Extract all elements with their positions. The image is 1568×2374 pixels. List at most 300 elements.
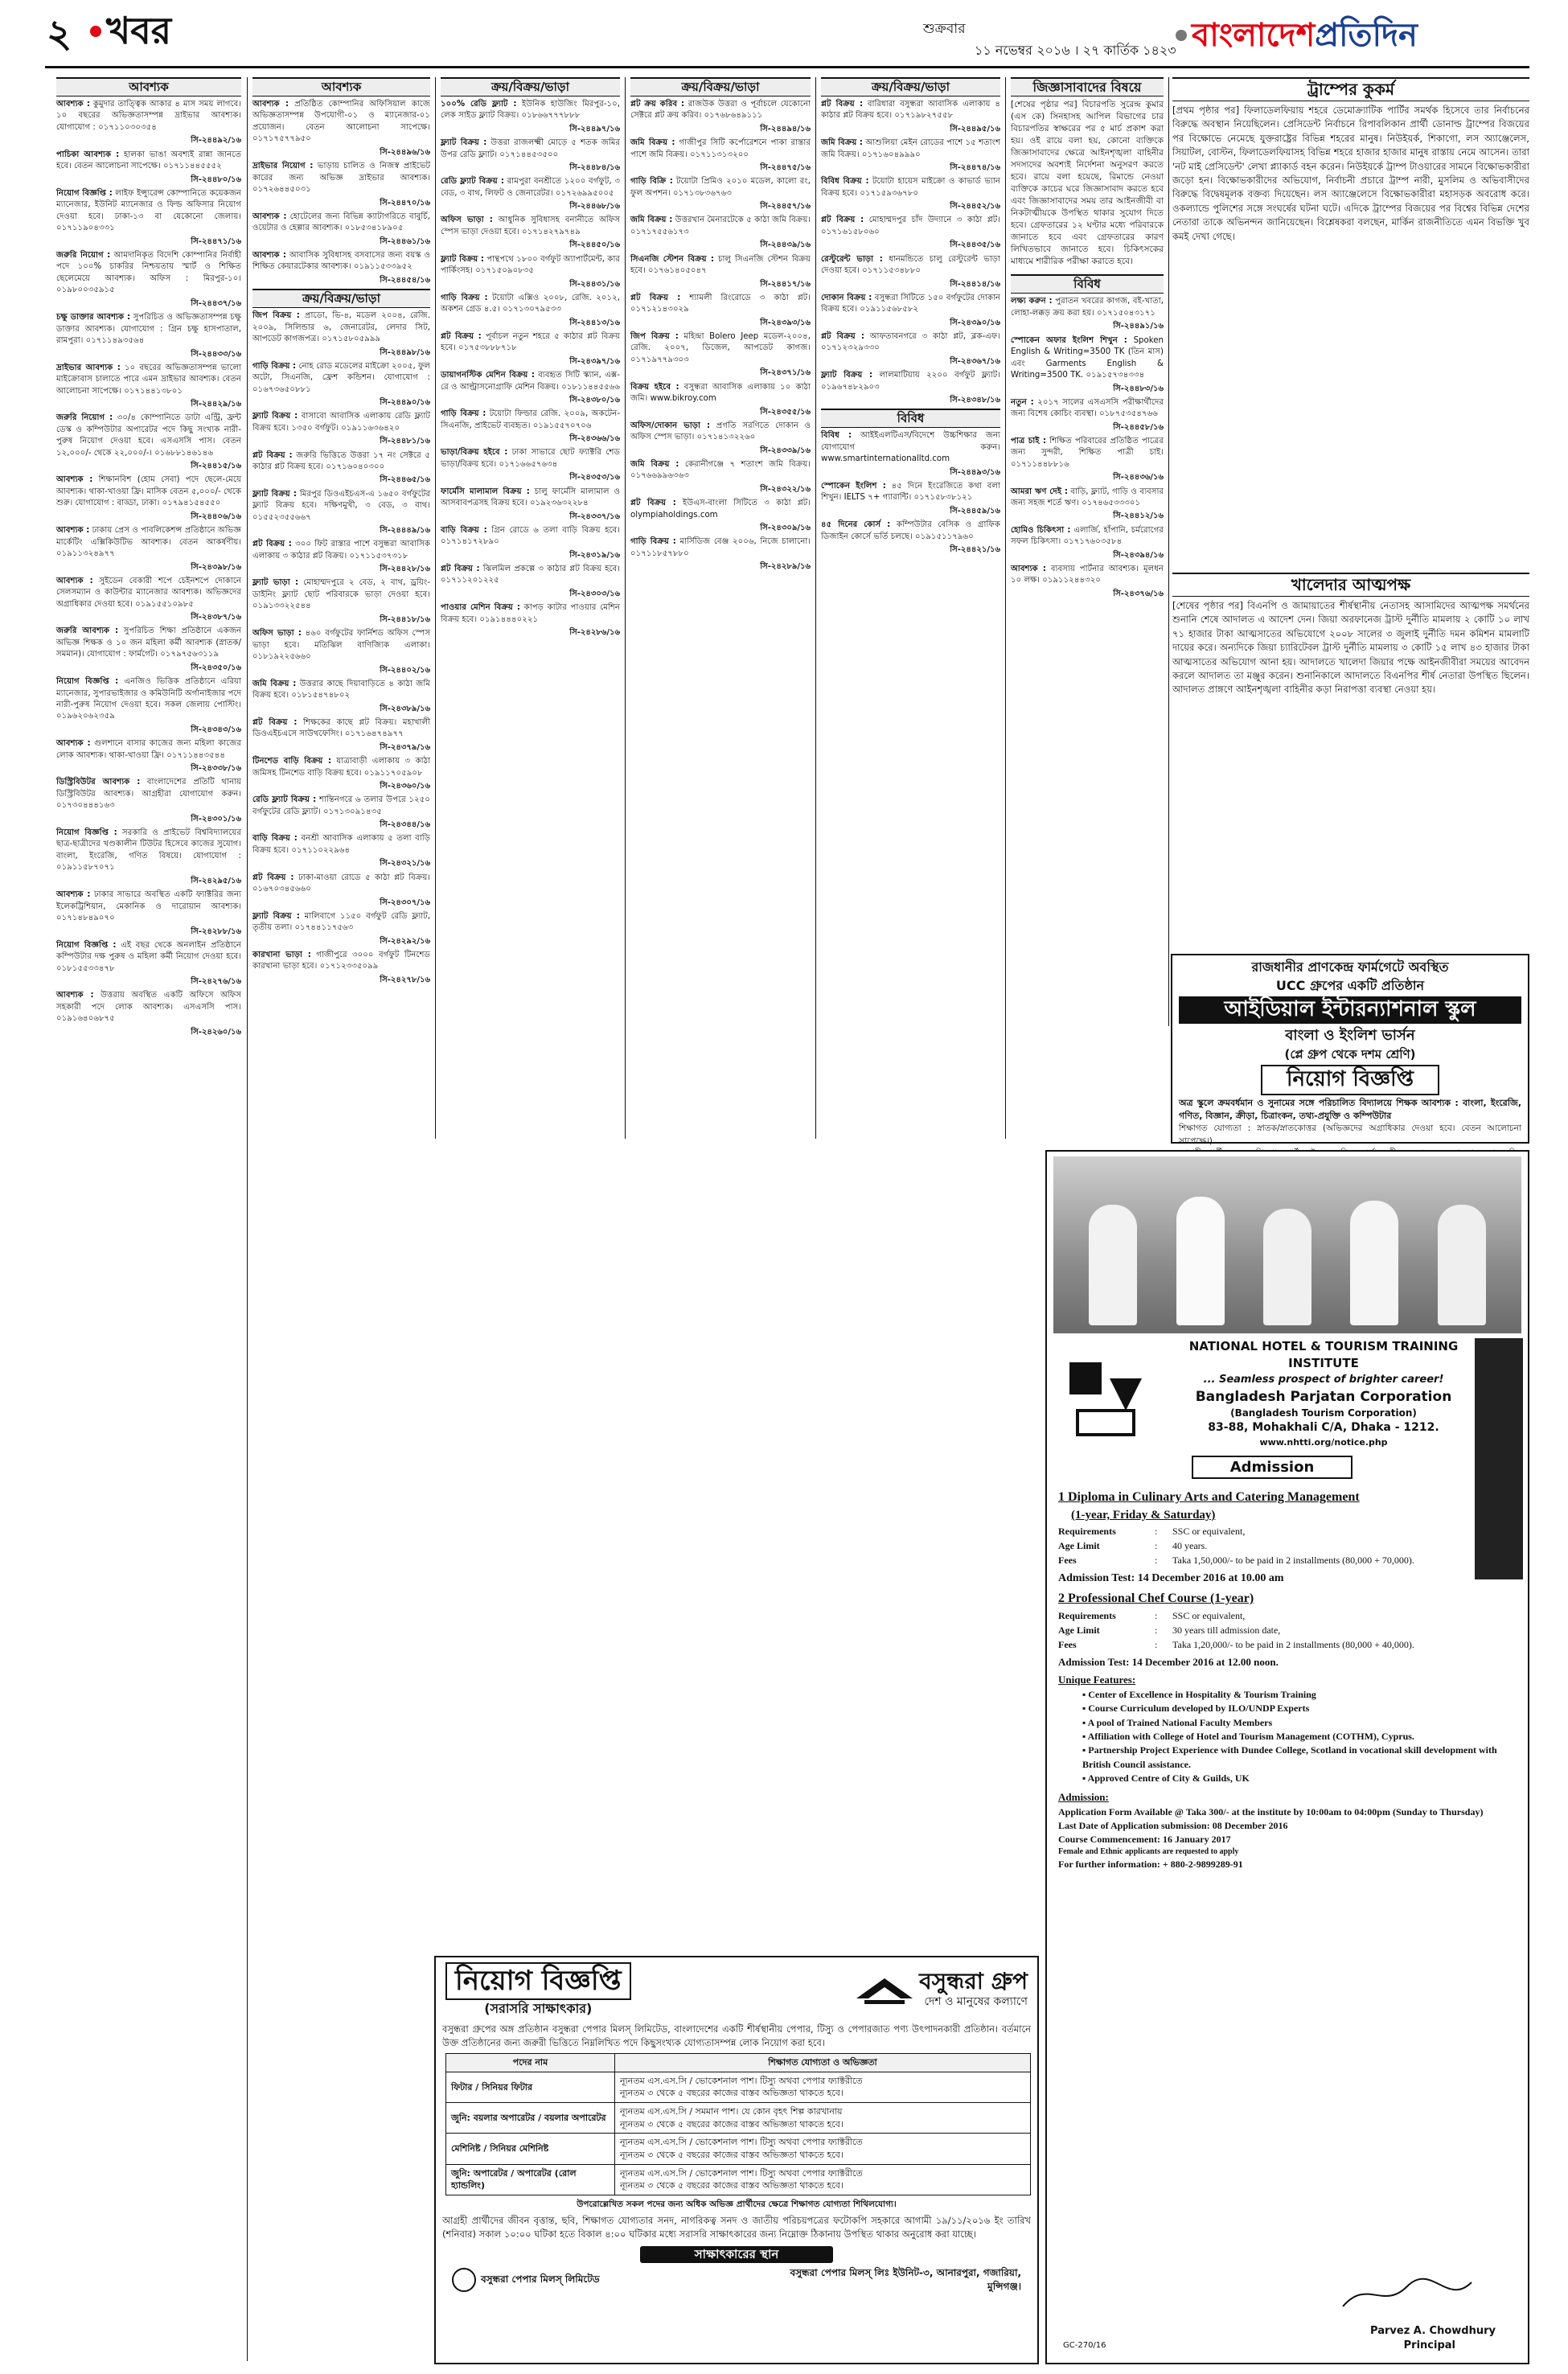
- features-list: [1082, 1688, 1517, 1786]
- classified-ad: [252, 250, 433, 273]
- ad-reference: সি-২৪৪৭১/১৬: [191, 236, 241, 246]
- classified-ad: [252, 361, 433, 396]
- ad-lead: সিএনজি স্টেশন বিক্রয় :: [630, 254, 714, 264]
- ad-text: ঢাকা সাভারে ছোট ফ্যাক্টরি শেড ভাড়া/বিক্রয় হবে। ০১৭১৬৬৫৭৬৩৪: [441, 448, 623, 469]
- chef-figure-icon: [1350, 1201, 1398, 1325]
- ad-reference: সি-২৪৩৭৯/১৬: [380, 742, 430, 752]
- ad-text: শিক্ষিত পরিবারের প্রতিষ্ঠিত পাত্রের জন্য সুন্দরী, শিক্ষিত পাত্রী চাই। ০১৭১১৪৪৮৮১৬: [1011, 436, 1167, 469]
- classified-ad: [56, 525, 244, 560]
- ad-reference: সি-২৪৪০৬/১৬: [191, 511, 241, 521]
- feature-item: ▪ A pool of Trained National Faculty Members: [1082, 1716, 1273, 1728]
- date-label: ১১ নভেম্বর ২০১৬ । ২৭ কার্তিক ১৪২৩: [975, 43, 1176, 58]
- ad-lead: আবশ্যক :: [56, 526, 90, 536]
- classified-ad: [252, 411, 433, 434]
- ad-lead: ডায়াগনস্টিক মেশিন বিক্রয় :: [441, 371, 535, 380]
- ad-lead: প্লট বিক্রয় :: [821, 216, 864, 225]
- ad-reference: সি-২৪৪৯২/১৬: [191, 136, 241, 146]
- ad-reference: সি-২৪৪৭০/১৬: [380, 198, 430, 207]
- bullet-icon: ▪: [1082, 1744, 1089, 1756]
- ad-reference: সি-২৪২৭৬/১৬: [191, 977, 241, 987]
- classified-ad: [630, 421, 814, 444]
- ad-reference: সি-২৪৩৩৭/১৬: [569, 511, 620, 521]
- recruit-body: আগ্রহী প্রার্থীদের জীবন বৃত্তান্ত, ছবি, শিক্ষাগত যোগ্যতার সনদ, নাগরিকত্ব সনদ ও জাতীয় পরিচয়পত্রের ফটোকপি সহকারে আগামী ১৯/১১/২০১৬ ইং তারিখ (শনিবার) সকাল ১০:০০ ঘটিকা হতে বিকাল ৪:০০ ঘটিকার মধ্যে সরাসরি সাক্ষাৎকারের জন্য নিম্নোক্ত ঠিকানায় উপস্থিত থাকার অনুরোধ করা যাচ্ছে।: [442, 2214, 1034, 2240]
- classified-ad: [821, 520, 1004, 543]
- ad-lead: গাড়ি বিক্রয় :: [630, 537, 676, 547]
- ad-text: ধানমন্ডিতে চালু রেস্টুরেন্ট ভাড়া দেওয়া হবে। ০১৭১১৫৩৪৮৮০: [821, 254, 1004, 276]
- ad-text: মোহাম্মদপুরে ২ বেড, ২ বাথ, ড্রয়িং-ডাইনিং ফ্ল্যাট ছোট পরিবারকে ভাড়া দেওয়া হবে। ০১৯১৩৩২২৫৪৪: [252, 578, 433, 611]
- ad-lead: গাড়ি বিক্রি :: [630, 177, 673, 187]
- ad-reference: সি-২৪৪৯১/১৬: [1113, 322, 1164, 331]
- classified-ad: [441, 447, 623, 470]
- ad-reference: সি-২৪৩৩৮/১৬: [191, 764, 241, 774]
- qualification-line: ন্যূনতম এস.এস.সি / সমমান পাশ। যে কোন বৃহৎ শিল্প কারখানায়: [620, 2106, 843, 2117]
- ad-lead: ফ্ল্যাট বিক্রয় :: [441, 138, 487, 148]
- ad-text: ৪৫ দিনে ইংরেজিতে কথা বলা শিখুন। IELTS ৭+ গ্যারান্টি। ০১৭১৫৮৩৮১২১: [821, 481, 1004, 503]
- ad-reference: সি-২৪৪৯৩/১৬: [950, 467, 1000, 477]
- nhtti-logo-icon: [1053, 1338, 1166, 1467]
- ad-text: পূর্বাচল নতুন শহরে ৫ কাঠার প্লট বিক্রয় হবে। ০১৭৫৩৮৮৮৭১৮: [441, 331, 623, 353]
- ad-reference: সি-২৪২৯৫/১৬: [191, 876, 241, 885]
- ad-lead: প্লট বিক্রয় :: [630, 499, 676, 508]
- bullet-icon: ▪: [1082, 1716, 1088, 1728]
- ad-lead: ফ্ল্যাট ভাড়া :: [252, 578, 299, 588]
- ad-lead: ৪৫ দিনের কোর্স :: [821, 520, 891, 530]
- kitchen-photo: [1053, 1156, 1521, 1333]
- ad-text: বাসাবো আবাসিক এলাকায় রেডি ফ্ল্যাট বিক্রয় হবে। ১৩৫০ বর্গফুট। ০১৯১১৬৩৬৪২০: [252, 412, 433, 433]
- ad-lead: গাড়ি বিক্রয় :: [252, 361, 297, 371]
- ad-reference: সি-২৪৪৬৫/১৬: [380, 475, 430, 485]
- ad-reference: সি-২৪৩৪৪/১৬: [380, 820, 430, 830]
- recruit-intro: বসুন্ধরা গ্রুপের অঙ্গ প্রতিষ্ঠান বসুন্ধরা পেপার মিলস্ লিমিটেড, বাংলাদেশের একটি শীর্ষস্থানীয় পেপার, টিস্যু ও পেপারজাত পণ্য উৎপাদনকারী প্রতিষ্ঠান। বর্তমানে উক্ত প্রতিষ্ঠানের জন্য জরুরী ভিত্তিতে নিম্নলিখিত পদে কিছুসংখ্যক যোগ্যতাসম্পন্ন লোক নিয়োগ করা হবে।: [442, 2023, 1034, 2049]
- ad-lead: ফ্ল্যাট বিক্রয় :: [252, 412, 298, 421]
- classified-ad: [821, 331, 1004, 355]
- ad-reference: সি-২৪৪৮১/১৬: [380, 437, 430, 446]
- ad-lead: দ্রাইভার আবশ্যক :: [56, 363, 121, 372]
- ad-reference: সি-২৪৪৯০/১৬: [380, 398, 430, 408]
- classified-column-2: [249, 77, 433, 1139]
- paper-mill-logo-icon: [452, 2268, 476, 2292]
- ad-reference: সি-২৪৩৯৩/১৬: [760, 318, 811, 327]
- ad-reference: সি-২৪৩৭৬/১৬: [1113, 589, 1164, 598]
- ad-reference: সি-২৪৩০৯/১৬: [760, 524, 811, 533]
- classified-ad: [252, 628, 433, 663]
- ad-text: গাজীপুরে ৩০০০ বর্গফুট টিনশেড কারখানা ভাড়া হবে। ০১৭১২৩৩৫০৯৯: [252, 950, 433, 971]
- classified-ad: [56, 99, 244, 133]
- ad-lead: আমরা ঋণ দেই :: [1011, 487, 1068, 496]
- ad-text: গাজীপুর সিটি কর্পোরেশনে পাকা রাস্তার পাশে জমি বিক্রয়। ০১৭১১৩১৩২০০: [630, 138, 814, 159]
- column-divider: [1005, 77, 1006, 1139]
- ad-reference: সি-২৪৪৯৮/১৬: [380, 347, 430, 357]
- institute-name: NATIONAL HOTEL & TOURISM TRAINING INSTITUTE: [1188, 1339, 1459, 1371]
- chef-figure-icon: [1263, 1209, 1311, 1325]
- ad-lead: জিপ বিক্রয় :: [630, 331, 679, 341]
- classified-ad: [252, 489, 433, 524]
- ad-lead: ফার্মেসি মালামাল বিক্রয় :: [441, 487, 530, 496]
- ad-reference: সি-২৪৪৬১/১৬: [380, 236, 430, 246]
- classified-ad: [1011, 564, 1167, 587]
- ad-reference: সি-২৪৩৪৩/১৬: [191, 725, 241, 734]
- ad-text: ১০ বছরের অভিজ্ঞতাসম্পন্ন ভালো মাইক্রোবাস চালাতে পারে এমন দ্রাইভার আবশ্যক। বেতন আলোচনা সাপেক্ষে। ০১৭১৪৪১৩৮০১: [56, 363, 244, 396]
- ad-reference: সি-২৪৩৭১/১৬: [760, 368, 811, 378]
- ad-text: যাত্রাবাড়ী এলাকায় ৩ কাঠা জমিসহ টিনশেড বাড়ি বিক্রয় হবে। ০১৯১১৭০৫৯০৮: [252, 757, 433, 778]
- ad-lead: বাড়ি বিক্রয় :: [252, 834, 298, 844]
- classified-ad: [441, 331, 623, 355]
- program-2-requirements: Requirements : SSC or equivalent,: [1058, 1609, 1246, 1621]
- ad-reference: সি-২৪৩৫৫/১৬: [760, 407, 811, 417]
- ad-lead: প্লট ক্রয় করিব :: [630, 100, 685, 109]
- classified-ad: [56, 828, 244, 874]
- corporation-sub: (Bangladesh Tourism Corporation): [1230, 1407, 1417, 1419]
- ad-text: বসুন্ধরা সিটিতে ১৫০ বর্গফুটের দোকান বিক্রয় হবে। ০১৯১১৫৬৮৫৮২: [821, 293, 1004, 314]
- classified-ad: [441, 370, 620, 393]
- ad-reference: সি-২৪৩৯৭/১৬: [569, 356, 620, 366]
- ad-reference: সি-২৪৩৫৩/১৬: [569, 473, 620, 483]
- ad-lead: জিপ বিক্রয় :: [252, 311, 300, 321]
- ad-lead: অফিস ভাড়া :: [252, 629, 302, 639]
- admission-form: Application Form Available @ Taka 300/- at the institute by 10:00am to 04:00pm (Sunday to Thursday): [1058, 1805, 1484, 1817]
- post-cell: ফিটার / সিনিয়র ফিটার: [446, 2072, 615, 2102]
- ad-lead: বিবিধ বিক্রয় :: [821, 177, 869, 187]
- ad-lead: আবশ্যক :: [56, 100, 90, 109]
- classified-ad: [56, 889, 244, 924]
- admission-heading: Admission: [1192, 1456, 1353, 1480]
- qualification-cell: [615, 2164, 1031, 2195]
- group-name: বসুন্ধরা গ্রুপ: [919, 1968, 1028, 1995]
- news-story-trump: [1172, 77, 1533, 568]
- ad-text: চালু সিএনজি স্টেশন বিক্রয় হবে। ০১৭৬১৪০৫০৪৭: [630, 254, 814, 276]
- classified-ad: [441, 254, 623, 277]
- ad-reference: সি-২৪৪২৯/১৬: [191, 400, 241, 409]
- feature-item: ▪ Affiliation with College of Hotel and Tourism Management (COTHM), Cyprus.: [1082, 1730, 1414, 1742]
- ad-reference: সি-২৪৪৩৫/১৬: [950, 240, 1000, 250]
- bullet-icon: ▪: [1082, 1688, 1089, 1700]
- classified-ad: [56, 738, 244, 762]
- ad-text: ঝিলমিল প্রকল্পে ৩ কাঠার প্লট বিক্রয় হবে। ০১৭১১২০১২২৫: [441, 564, 623, 585]
- classified-ad: [252, 161, 433, 195]
- ad-lead: রেডি ফ্ল্যাট বিক্রয় :: [252, 795, 317, 805]
- ad-lead: বিবিধ :: [821, 431, 852, 441]
- column-divider: [435, 77, 436, 1139]
- institute-address: 83-88, Mohakhali C/A, Dhaka - 1212.: [1208, 1421, 1439, 1435]
- classified-ad: [1011, 296, 1167, 319]
- ad-text: উত্তরা রাজলক্ষ্মী মোড়ে ৫ শতক জমির উপর রেডি ফ্ল্যাট। ০১৭১৪৪৫৩৫০০: [441, 138, 623, 159]
- program-1-age: Age Limit : 40 years.: [1058, 1540, 1208, 1552]
- school-body: অত্র স্কুলে ক্রমবর্ধমান ও সুনামের সঙ্গে পরিচালিত বিদ্যালয়ে শিক্ষক আবশ্যক : বাংলা, ইংরেজি, গণিত, বিজ্ঞান, ক্রীড়া, চিত্রাংকন, তথ্য-প্রযুক্তি ও কম্পিউটার: [1179, 1097, 1525, 1122]
- ad-reference: সি-২৪২৮৮/১৬: [191, 926, 241, 936]
- ad-lead: ডিস্ট্রিবিউটর আবশ্যক :: [56, 778, 141, 787]
- post-cell: জুনি: অপারেটর / অপারেটর (রোল হ্যান্ডলিং): [446, 2164, 615, 2195]
- ad-text: ব্যবহৃত সিটি স্ক্যান, এক্স-রে ও আল্ট্রাসনোগ্রাফি মেশিন বিক্রয়। ০১৮১১৪৪৫৫৬৬: [441, 371, 621, 392]
- ad-reference: সি-২৪৪৯৫/১৬: [950, 124, 1000, 133]
- ad-text: রামপুরা বনশ্রীতে ১২০০ বর্গফুট, ৩ বেড, ৩ বাথ, লিফট ও জেনারেটর। ০১৭২৬৯৯৫০০৫: [441, 177, 623, 198]
- classified-ad: [441, 525, 623, 548]
- ad-text: কুমুদার তাত্ত্বিক আকার ৪ মাস সময় লাগবে। ১০ বছরের অভিজ্ঞতাসম্পন্ন দ্রাইভার আবশ্যক। যোগাযোগ : ০১৭১১০৩০৩৫৪: [56, 100, 244, 132]
- ad-lead: রেস্টুরেন্ট ভাড়া :: [821, 254, 883, 264]
- institute-web: www.nhtti.org/notice.php: [1259, 1437, 1388, 1448]
- bashundhara-logo-icon: [856, 1974, 913, 2006]
- program-1-title: 1 Diploma in Culinary Arts and Catering Management: [1058, 1490, 1360, 1505]
- ad-lead: প্লট বিক্রয় :: [252, 873, 294, 882]
- ad-lead: বিক্রয় হইবে :: [630, 382, 679, 392]
- classified-ad: [630, 331, 814, 366]
- ad-lead: ভাড়া/বিক্রয় হইবে :: [441, 448, 508, 458]
- ad-lead: পাওয়ার মেশিন বিক্রয় :: [441, 603, 520, 613]
- ad-text: বাংলাদেশের প্রতিটি থানায় ডিস্ট্রিবিউটর আবশ্যক। আগ্রহীরা যোগাযোগ করুন। ০১৭৩০৪৪৪১৬৩: [56, 778, 244, 811]
- bullet-icon: ▪: [1082, 1702, 1089, 1715]
- ad-reference: সি-২৪৪৩৬/১৬: [1113, 473, 1164, 483]
- ad-text: বসুন্ধরা আবাসিক এলাকায় ১০ কাঠা জমি। www.bikroy.com: [630, 382, 814, 404]
- ad-text: ঢাকা-মাওয়া রোডে ৫ কাঠা প্লট বিক্রয়। ০১৬৭০৩৪৫৬৬০: [252, 873, 433, 894]
- ad-text: উত্তরায় অবস্থিত একটি অফিসে অফিস সহকারী পদে লোক আবশ্যক। এসএসসি পাস। ০১৯১৬৪০৬৮৭৫: [56, 991, 244, 1024]
- group-tagline: দেশ ও মানুষের কল্যাণে: [924, 1995, 1028, 2009]
- classified-ad: [1011, 436, 1167, 470]
- school-grade: (প্লে গ্রুপ থেকে দশম শ্রেণি): [1284, 1046, 1416, 1062]
- school-location: রাজধানীর প্রাণকেন্দ্র ফার্মগেটে অবস্থিত: [1251, 959, 1449, 975]
- classified-column-3: [437, 77, 623, 1139]
- ad-text: শান্তিনগরে ৬ তলার উপরে ১২৫০ বর্গফুটের রেডি ফ্ল্যাট। ০১৭১৩০৯১৪৩৫: [252, 795, 433, 816]
- classified-ad: [441, 99, 623, 122]
- column-header: ক্রয়/বিক্রয়/ভাড়া: [821, 77, 1000, 97]
- ad-lead: টিনশেড বাড়ি বিক্রয় :: [252, 757, 332, 766]
- ad-text: ৩০/৪ কোম্পানিতে ডাটা এন্ট্রি, ফ্রন্ট ডেস্ক ও কম্পিউটার অপারেটর পদে কিছু সংখ্যক নারী-পুরুষ নিয়োগ দেওয়া হবে। এসএসসি পাস। বেতন ১২,০০০/- থেকে ২২,০০০/-। ০১৬৮৮১৪৬১৪৬: [56, 413, 244, 458]
- ad-text: শিক্ষকের কাছে প্লট বিক্রয়। মহাখালী ডিওএইচএসে সাউথফেসিং। ০১৭১৬৪৭৪৯৭৭: [252, 717, 433, 739]
- ad-text: বনশ্রী আবাসিক এলাকায় ৫ তলা বাড়ি বিক্রয় হবে। ০১৭১১০২২৯৬৪: [252, 834, 433, 855]
- classified-ad: [630, 254, 814, 277]
- feature-item: ▪ Approved Centre of City & Guilds, UK: [1082, 1772, 1250, 1785]
- news-body: [শেষের পৃষ্ঠার পর] বিএনপি ও জামায়াতের শীর্ষস্থানীয় নেতাসহ আসামিদের আত্মপক্ষ সমর্থনের শুনানি শেষে আদালত এ আদেশ দেন। জিয়া অরফানেজ ট্রাস্ট দুর্নীতি মামলায় ২ কোটি ১০ লাখ ৭১ হাজার টাকা আত্মসাতের অভিযোগে ২০০৮ সালের ৩ জুলাই দুর্নীতি দমন কমিশন মামলাটি দায়ের করে। অন্যদিকে জিয়া চ্যারিটেবল ট্রাস্ট দুর্নীতি মামলায় ৩ কোটি ১৫ লাখ ৪৩ হাজার টাকা আত্মসাতের অভিযোগ আনা হয়। আদালতে খালেদা জিয়ার পক্ষে আইনজীবীরা সময়ের আবেদন করলে আদালত তা মঞ্জুর করেন। শুনানিকালে আদালতে বিএনপির শীর্ষ নেতারা উপস্থিত ছিলেন। আদালত প্রাঙ্গণে আইনশৃঙ্খলা বাহিনীর কড়া নিরাপত্তা ব্যবস্থা নেওয়া হয়।: [1172, 600, 1533, 696]
- classified-ad: [252, 679, 433, 702]
- ad-text: উত্তরার কাছে দিয়াবাড়িতে ৪ কাঠা জমি বিক্রয় হবে। ০১৮১৫৪৭৪৮০২: [252, 679, 433, 700]
- classified-ad: [441, 215, 623, 238]
- ad-lead: ফ্ল্যাট বিক্রয় :: [252, 911, 300, 921]
- ad-reference: সি-২৪২৮৯/১৬: [760, 562, 811, 572]
- classified-ad: [630, 382, 814, 405]
- classified-ad: [1011, 525, 1167, 548]
- ad-reference: সি-২৪৪১৩/১৬: [569, 318, 620, 327]
- news-body: [প্রথম পৃষ্ঠার পর] ফিলাডেলফিয়ায় শহরে ডেমোক্র্যাটিক পার্টির সমর্থক হিসেবে তার নির্বাচনের বিরুদ্ধে অবস্থান নিয়েছিলেন। প্রেসিডেন্ট নির্বাচনে রিপাবলিকান প্রার্থী ডোনাল্ড ট্রাম্পের বিজয়ের পর বিক্ষোভে নেমেছে যুক্তরাষ্ট্রের বিভিন্ন শহরের মানুষ। নিউইয়র্ক, শিকাগো, লস অ্যাঞ্জেলেস, সিয়াটল, বোস্টন, ফিলাডেলফিয়াসহ বিভিন্ন শহরে হাজার হাজার মানুষ রাস্তায় নেমে আসেন। তারা 'নট মাই প্রেসিডেন্ট' লেখা প্ল্যাকার্ড বহন করেন। নিউইয়র্কে ট্রাম্প টাওয়ারের সামনে বিক্ষোভকারীরা জড়ো হন। বিক্ষোভকারীদের অভিযোগ, নির্বাচনী প্রচারে ট্রাম্প নারী, মুসলিম ও অভিবাসীদের বিরুদ্ধে বিদ্বেষমূলক বক্তব্য দিয়েছেন। লস অ্যাঞ্জেলেসে বিক্ষোভকারীরা মহাসড়ক অবরোধ করে। ওকল্যান্ডে পুলিশের সঙ্গে সংঘর্ষের ঘটনা ঘটে। এদিকে ট্রাম্পের বিজয়ের পর বিশ্বের বিভিন্ন দেশের নেতারা তাকে অভিনন্দন জানিয়েছেন। বিশ্লেষকরা বলছেন, মার্কিন রাজনীতিতে এমন বিভক্তি খুব কমই দেখা গেছে।: [1172, 105, 1533, 242]
- ad-text: প্রগতি সরণিতে দোকান ও অফিস স্পেস ভাড়া। ০১৭১৪১৩২২৬০: [630, 421, 814, 442]
- ad-text: চালু ফার্মেসি মালামাল ও আসবাবপত্রসহ বিক্রয় হবে। ০১৯২৩৬৩২২৮৪: [441, 487, 623, 508]
- ad-text: ভাড়ায় চালিত ও নিজস্ব প্রাইভেট কারের জন্য অভিজ্ঞ দ্রাইভার আবশ্যক। ০১৭২৬৪৪৫০৩১: [252, 162, 433, 195]
- ad-reference: সি-২৪৩১৯/১৬: [569, 550, 620, 560]
- ad-text: এই বছর থেকে অনলাইন প্রতিষ্ঠানে কম্পিউটার দক্ষ পুরুষ ও মহিলা কর্মী নিয়োগ দেওয়া হবে। ০১৮১৫৫৩৩৪৭৮: [56, 940, 244, 973]
- column-divider: [247, 77, 248, 2361]
- ad-text: শিক্ষানবিশ (হোম সেবা) পদে ছেলে-মেয়ে আবশ্যক। থাকা-খাওয়া ফ্রি। মাসিক বেতন ৫,০০০/- থেকে শুরু। যোগাযোগ : বাড্ডা, ঢাকা। ০১৭৯৪১৫৪৫৫০: [56, 475, 244, 508]
- ad-lead: গাড়ি বিক্রয় :: [441, 409, 486, 419]
- ad-lead: লক্ষ্য করুন :: [1011, 297, 1053, 306]
- ad-reference: সি-২৪৪১৪/১৬: [950, 279, 1000, 289]
- ad-text: ইউএস-বাংলা সিটিতে ৩ কাঠা প্লট। olympiaholdings.com: [630, 499, 814, 520]
- experience-line: ন্যূনতম ৩ থেকে ৫ বছরের কাজের বাস্তব অভিজ্ঞতা থাকতে হবে।: [620, 2149, 844, 2160]
- column-header: আবশ্যক: [252, 77, 430, 97]
- classified-ad: [252, 212, 433, 235]
- ad-text: হোটেলের জন্য বিভিন্ন ক্যাটাগরিতে বাবুর্চি, ওয়েটার ও হেল্পার আবশ্যক। ০১৮৫৩৪১৮৯০৫: [252, 212, 433, 233]
- ad-text: হালকা ভাঙা অবশ্যই রান্না জানতে হবে। বেতন আলোচনা সাপেক্ষে। ০১৭১১৪৪৫৫৫২: [56, 150, 244, 171]
- ad-reference: সি-২৪৩২১/১৬: [380, 859, 430, 869]
- ad-text: প্রতিষ্ঠিত কোম্পানির অফিসিয়াল কাজে অভিজ্ঞতাসম্পন্ন উপযোগী-০১ ও ম্যানেজার-০১ প্রয়োজন। বেতন আলোচনা সাপেক্ষে। ০১৭১৭৫৭৭৯৫০: [252, 100, 433, 144]
- logo-word-1: বাংলাদেশ: [1192, 17, 1316, 54]
- ad-reference: সি-২৪৪২১/১৬: [950, 545, 1000, 555]
- classified-ad: [821, 430, 1004, 465]
- ad-lead: জমি বিক্রয় :: [630, 459, 679, 469]
- ad-reference: সি-২৪২৬০/১৬: [191, 1027, 241, 1037]
- qualification-line: ন্যূনতম এস.এস.সি / ভোকেশনাল পাশ। টিস্যু অথবা পেপার ফ্যাক্টরীতে: [620, 2137, 863, 2148]
- newspaper-logo: [1176, 10, 1418, 61]
- column-header: ক্রয়/বিক্রয়/ভাড়া: [630, 77, 811, 97]
- ad-text: নোহ রোড মডেলের মাইক্রো ২০০৫, ফুল অটো, সিএনজি, ফ্রেশ কন্ডিশন। যোগাযোগ : ০১৬৭৩৬৫০৮৮১: [252, 361, 433, 394]
- classified-ad: [252, 99, 433, 146]
- nhtti-admission-ad: [1045, 1150, 1529, 2364]
- qualification-cell: [615, 2134, 1031, 2164]
- classified-ad: [821, 215, 1004, 238]
- ad-lead: প্লট বিক্রয় :: [630, 293, 681, 302]
- ad-lead: জরুরি নিয়োগ :: [56, 250, 111, 260]
- ad-lead: আবশ্যক :: [56, 739, 91, 749]
- classified-column-4: [627, 77, 814, 1139]
- classified-ad: [56, 363, 244, 397]
- ad-lead: আবশ্যক :: [1011, 564, 1046, 573]
- ad-lead: ফ্ল্যাট বিক্রয় :: [821, 371, 873, 380]
- classified-ad: [441, 409, 620, 432]
- ad-text: প্রাডো, ভি-৪, মডেল ২০০৪, রেজি. ২০০৯, সিলিন্ডার ৬, জেনারেটর, লেদার সিট, আপডেট কাগজপত্র। ০১৭১৫৮০৫৯৯৯: [252, 311, 433, 344]
- classified-ad: [630, 293, 814, 316]
- ad-reference: সি-২৪৪৫৭/১৬: [760, 202, 811, 212]
- ad-lead: নিয়োগ বিজ্ঞপ্তি :: [56, 940, 117, 950]
- ad-lead: আবশ্যক :: [56, 576, 93, 585]
- table-row: [446, 2103, 1031, 2134]
- ad-text: ২০১৭ সালের এসএসসি পরীক্ষার্থীদের জন্য বিশেষ কোচিং ব্যবস্থা। ০১৮৭৫৩৫৪৭৬৬: [1011, 397, 1167, 419]
- column-header: ক্রয়/বিক্রয়/ভাড়া: [441, 77, 620, 97]
- classified-ad: [56, 990, 244, 1025]
- classified-ad: [56, 250, 244, 297]
- ad-reference: সি-২৪৪৩৭/১৬: [191, 298, 241, 308]
- ad-text: এনজিও ভিত্তিক প্রতিষ্ঠানে এরিয়া ম্যানেজার, সুপারভাইজার ও কমিউনিটি অর্গানাইজার পদে নারী-পুরুষ নিয়োগ দেওয়া হবে। সকল জেলায় পোস্টিং। ০১৯৬২০৬২৩৫৯: [56, 677, 244, 721]
- classified-ad: [630, 536, 814, 560]
- classified-ad: [441, 138, 623, 161]
- program-2-test: Admission Test: 14 December 2016 at 12.00 noon.: [1058, 1655, 1279, 1668]
- classified-ad: [56, 576, 244, 610]
- ad-lead: প্লট বিক্রয় :: [441, 564, 480, 573]
- classified-ad: [252, 911, 433, 934]
- ad-text: শ্যামলী রিংরোডে ৩ কাঠা প্লট। ০১৭১২১৪৩০২৯: [630, 293, 814, 314]
- bullet-icon: ▪: [1082, 1730, 1088, 1742]
- ad-text: লাইফ ইন্স্যুরেন্স কোম্পানিতে কয়েকজন ম্যানেজার, ইউনিট ম্যানেজার ও ফিল্ড অফিসার নিয়োগ দেওয়া হবে। ঢাকা-১৩ বা যেকোনো জেলায়। ০১৭১১৯০৪৩৩১: [56, 188, 244, 233]
- program-1-test: Admission Test: 14 December 2016 at 10.00 am: [1058, 1572, 1284, 1585]
- chef-figure-icon: [1176, 1197, 1225, 1325]
- vertical-banner: [1475, 1338, 1523, 1579]
- ad-lead: জরুরি আবশ্যক :: [56, 626, 119, 636]
- ad-lead: নতুন :: [1011, 397, 1034, 407]
- classified-column-1: [53, 77, 244, 2361]
- classified-ad: [441, 293, 623, 316]
- program-2-fees: Fees : Taka 1,20,000/- to be paid in 2 installments (80,000 + 40,000).: [1058, 1638, 1414, 1650]
- red-dot-icon: [90, 26, 101, 37]
- classified-ad: [630, 138, 814, 161]
- ad-reference: সি-২৪৪৯৬/১৬: [380, 147, 430, 157]
- chef-figure-icon: [1089, 1205, 1137, 1325]
- post-cell: জুনি: বয়লার অপারেটর / বয়লার অপারেটর: [446, 2103, 615, 2134]
- classified-ad: [630, 99, 814, 122]
- ad-text: কম্পিউটার বেসিক ও গ্রাফিক ডিজাইন কোর্সে ভর্তি চলছে। ০১৯১৫১১৭৯৬০: [821, 520, 1004, 541]
- ad-text: টয়োটা প্রিমিও ২০১০ মডেল, কালো রং, ফুল অপশন। ০১৭১৩৮৩৬৭৬৩: [630, 177, 814, 198]
- school-version: বাংলা ও ইংলিশ ভার্সন: [1285, 1027, 1415, 1045]
- classified-ad: [56, 626, 244, 660]
- ad-lead: জমি বিক্রয় :: [630, 216, 673, 225]
- classified-ad: [56, 676, 244, 723]
- ad-lead: প্লট বিক্রয় :: [252, 540, 292, 549]
- recruit-subtitle: (সরাসরি সাক্ষাৎকার): [484, 2000, 593, 2016]
- news-story-khaleda: [1172, 573, 1533, 951]
- ad-text: আধুনিক সুবিধাসহ বনানীতে অফিস স্পেস ভাড়া দেওয়া হবে। ০১৭১৪২৭৯৭৪৯: [441, 216, 623, 236]
- ad-lead: চক্ষু ডাক্তার আবশ্যক :: [56, 313, 131, 322]
- column-divider: [1168, 77, 1169, 1026]
- recruit-table: [445, 2053, 1031, 2195]
- news-column: [1008, 77, 1167, 1026]
- ad-reference: সি-২৪৪০২/১৬: [380, 665, 430, 675]
- classified-ad: [441, 487, 623, 510]
- ad-reference: সি-২৪৩০১/১৬: [191, 814, 241, 824]
- feature-item: ▪ Partnership Project Experience with Dundee College, Scotland in vocational skill development with British Council assistance.: [1082, 1744, 1497, 1770]
- ad-lead: প্লট বিক্রয় :: [252, 717, 298, 727]
- qualification-cell: [615, 2103, 1031, 2134]
- gc-number: GC-270/16: [1063, 2340, 1106, 2350]
- recruit-title: নিয়োগ বিজ্ঞপ্তি: [445, 1962, 631, 2000]
- ad-reference: সি-২৪৪৫৪/১৬: [380, 275, 430, 285]
- ad-reference: সি-২৪৩২২/১৬: [760, 484, 811, 494]
- classified-ad: [821, 99, 1004, 122]
- classified-ad: [1011, 335, 1167, 382]
- table-row: [446, 2134, 1031, 2164]
- ad-lead: দোকান বিক্রয় :: [821, 293, 872, 302]
- ad-lead: পাত্র চাই :: [1011, 436, 1047, 446]
- classified-ad: [630, 498, 814, 521]
- signature-icon: [1335, 2274, 1480, 2314]
- school-notice-title: নিয়োগ বিজ্ঞপ্তি: [1261, 1065, 1439, 1095]
- ad-reference: সি-২৪৩৩৯/১৬: [760, 446, 811, 455]
- classified-ad: [252, 950, 433, 973]
- ad-lead: নিয়োগ বিজ্ঞপ্তি :: [56, 828, 117, 837]
- qualification-cell: [615, 2072, 1031, 2102]
- ad-text: কেরানীগঞ্জে ৭ শতাংশ জমি বিক্রয়। ০১৭৬৬৯৯৬৩৬৩: [630, 459, 814, 481]
- masthead-rule: [45, 66, 1529, 68]
- ad-reference: সি-২৪৩৪৮/১৬: [950, 396, 1000, 405]
- ad-text: রাজউক উত্তরা ও পূর্বাচলে যেকোনো সেক্টরে প্লট ক্রয় করিব। ০১৭৬৮৬৪৯১১১: [630, 100, 814, 121]
- classified-ad: [56, 413, 244, 459]
- ad-reference: সি-২৪৪৮৪/১৬: [569, 163, 620, 173]
- classified-ad: [56, 777, 244, 811]
- post-cell: মেশিনিষ্ট / সিনিয়র মেশিনিষ্ট: [446, 2134, 615, 2164]
- ad-text: আফতাবনগরে ৩ কাঠা প্লট, ব্লক-এফ। ০১৭১২৩২৯৩৩০: [821, 331, 1004, 353]
- ad-text: ৪৬০ বর্গফুটের ফার্নিশড অফিস স্পেস ভাড়া হবে। মতিঝিল বাণিজ্যিক এলাকা। ০১৮১৯২২৫৬৬০: [252, 629, 433, 662]
- ad-reference: সি-২৪৩৮৯/১৬: [380, 704, 430, 713]
- logo-dot-icon: [1176, 30, 1187, 41]
- ad-text: মার্সিডিজ বেঞ্জ ২০০৬, নিজে চালানো। ০১৭১১৮৫৭৮৮০: [630, 537, 814, 558]
- classified-ad: [252, 717, 433, 741]
- ad-lead: জমি বিক্রয় :: [630, 138, 675, 148]
- ad-reference: সি-২৪৩৮৭/১৬: [191, 613, 241, 622]
- ad-reference: সি-২৪৪১৭/১৬: [760, 279, 811, 289]
- contact-number: For further information: + 880-2-9899289-91: [1058, 1859, 1243, 1871]
- ad-reference: সি-২৪২৭৮/১৬: [380, 975, 430, 984]
- column-divider: [815, 77, 816, 1139]
- ad-lead: কারখানা ভাড়া :: [252, 950, 311, 959]
- program-1-fees: Fees : Taka 1,50,000/- to be paid in 2 installments (80,000 + 70,000).: [1058, 1555, 1414, 1567]
- day-label: শুক্রবার: [923, 21, 966, 37]
- classified-ad: [56, 940, 244, 975]
- signer-role: Principal: [1403, 2339, 1455, 2351]
- classified-ad: [1011, 487, 1167, 510]
- column-header: বিবিধ: [821, 409, 1000, 428]
